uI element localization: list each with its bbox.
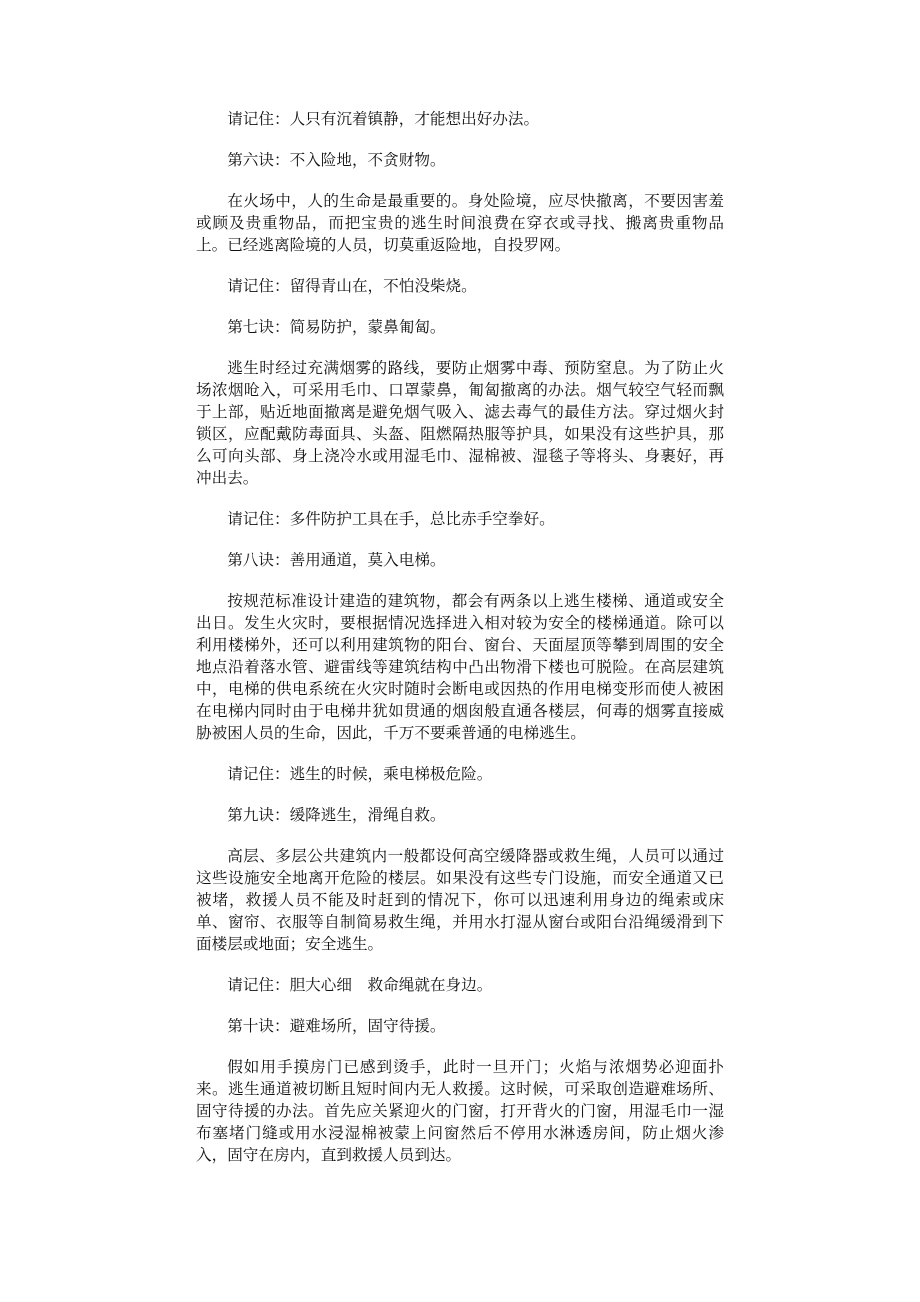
paragraph-5: 第七诀：简易防护，蒙鼻匍匐。 [227, 318, 446, 336]
paragraph-4: 请记住：留得青山在，不怕没柴烧。 [227, 277, 477, 295]
paragraph-7: 请记住：多件防护工具在手，总比赤手空拳好。 [227, 510, 555, 528]
paragraph-9: 按规范标准设计建造的建筑物，都会有两条以上逃生楼梯、通道或安全出日。发生火灾时，要根据情况选择进入相对较为安全的楼梯通道。除可以利用楼梯外，还可以利用建筑物的阳台、窗台、天面屋顶等攀到周围的安全地点沿着落水管、避雷线等建筑结构中凸出物滑下楼也可脱险。在高层建筑中，电梯的供电系统在火灾时随时会断电或因热的作用电梯变形而使人被困在电梯内同时由于电梯井犹如贯通的烟囱般直通各楼层，何毒的烟雾直接威胁被困人员的生命，因此，千万不要乘普通的电梯逃生。 [196, 592, 724, 742]
paragraph-6: 逃生时经过充满烟雾的路线，要防止烟雾中毒、预防窒息。为了防止火场浓烟呛入，可采用毛巾、口罩蒙鼻，匍匐撤离的办法。烟气较空气轻而飘于上部，贴近地面撤离是避免烟气吸入、滤去毒气的最佳方法。穿过烟火封锁区，应配戴防毒面具、头盔、阻燃隔热服等护具，如果没有这些护具，那么可向头部、身上浇冷水或用湿毛巾、湿棉被、湿毯子等将头、身裹好，再冲出去。 [196, 359, 724, 487]
paragraph-14: 第十诀：避难场所，固守待援。 [227, 1017, 446, 1035]
paragraph-13: 请记住：胆大心细 救命绳就在身边。 [227, 976, 493, 994]
paragraph-3: 在火场中，人的生命是最重要的。身处险境，应尽快撤离，不要因害羞或顾及贵重物品，而把宝贵的逃生时间浪费在穿衣或寻找、搬离贵重物品上。已经逃离险境的人员，切莫重返险地，自投罗网。 [196, 192, 724, 254]
paragraph-15: 假如用手摸房门已感到烫手，此时一旦开门；火焰与浓烟势必迎面扑来。逃生通道被切断且短时间内无人救援。这时候，可采取创造避难场所、固守待援的办法。首先应关紧迎火的门窗，打开背火的门窗，用湿毛巾一湿布塞堵门缝或用水浸湿棉被蒙上问窗然后不停用水淋透房间，防止烟火渗入，固守在房内，直到救援人员到达。 [196, 1058, 724, 1164]
paragraph-11: 第九诀：缓降逃生，滑绳自救。 [227, 806, 446, 824]
paragraph-10: 请记住：逃生的时候，乘电梯极危险。 [227, 765, 493, 783]
paragraph-2: 第六诀：不入险地，不贪财物。 [227, 151, 446, 169]
paragraph-12: 高层、多层公共建筑内一般都设何高空缓降器或救生绳，人员可以通过这些设施安全地离开危险的楼层。如果没有这些专门设施，而安全通道又已被堵，救援人员不能及时赶到的情况下，你可以迅速利用身边的绳索或床单、窗帘、衣服等自制简易救生绳，并用水打湿从窗台或阳台沿绳缓滑到下面楼层或地面；安全逃生。 [196, 847, 724, 953]
paragraph-8: 第八诀：善用通道，莫入电梯。 [227, 551, 446, 569]
document-body [196, 108, 724, 1185]
paragraph-1: 请记住：人只有沉着镇静，才能想出好办法。 [227, 110, 540, 128]
